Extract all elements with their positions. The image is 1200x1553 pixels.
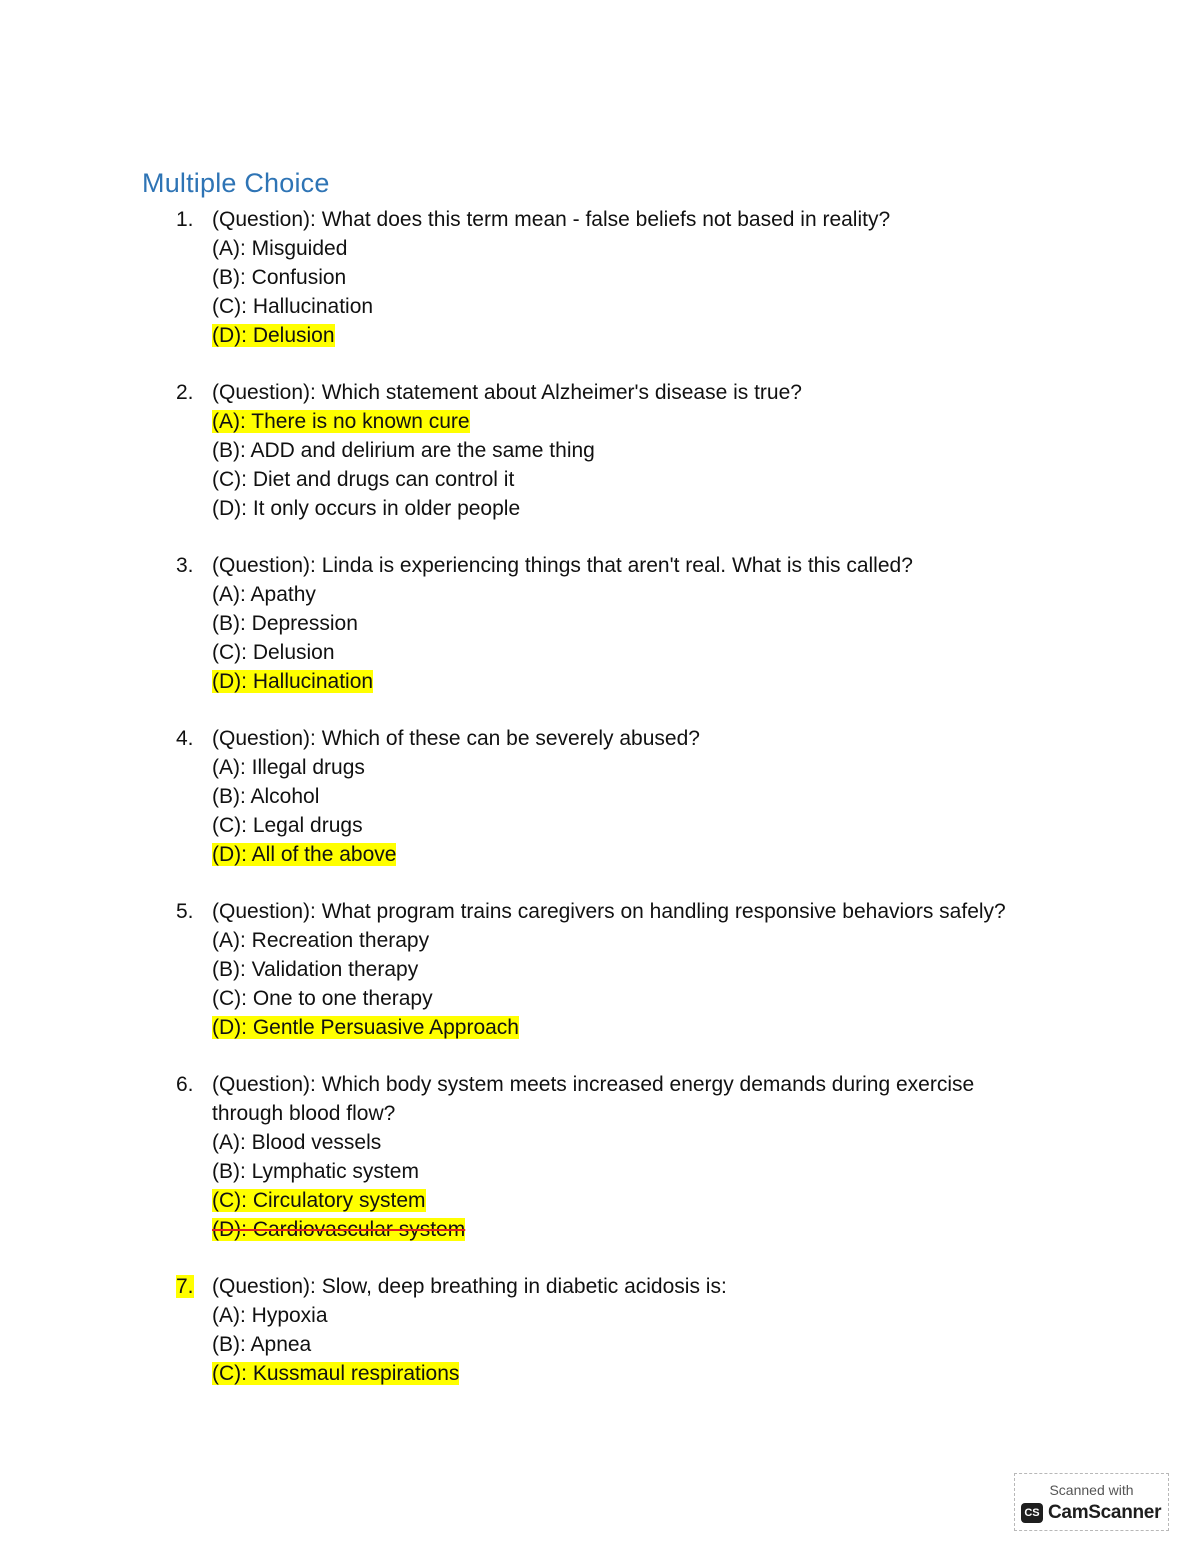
option-c-answer: (C): Circulatory system [212, 1189, 426, 1212]
option-a: (A): Recreation therapy [212, 929, 430, 952]
question-text-line-2: through blood flow? [212, 1102, 396, 1125]
option-c: (C): Delusion [212, 641, 335, 664]
question-text: (Question): Which statement about Alzheimer's disease is true? [212, 381, 802, 404]
question-number: 5. [176, 900, 194, 923]
option-a: (A): Hypoxia [212, 1304, 328, 1327]
option-d-answer: (D): Hallucination [212, 670, 374, 693]
option-a: (A): Illegal drugs [212, 756, 365, 779]
question-6 [0, 1070, 1200, 1244]
question-number: 3. [176, 554, 194, 577]
option-d-answer: (D): Gentle Persuasive Approach [212, 1016, 519, 1039]
question-list [0, 205, 1200, 1416]
question-text: (Question): Which of these can be severely abused? [212, 727, 700, 750]
option-a-answer: (A): There is no known cure [212, 410, 470, 433]
option-c: (C): One to one therapy [212, 987, 433, 1010]
question-text: (Question): What does this term mean - false beliefs not based in reality? [212, 208, 891, 231]
question-5 [0, 897, 1200, 1042]
option-a: (A): Misguided [212, 237, 348, 260]
option-d: (D): It only occurs in older people [212, 497, 521, 520]
question-text: (Question): Linda is experiencing things that aren't real. What is this called? [212, 554, 913, 577]
camscanner-watermark [1014, 1473, 1169, 1531]
option-c: (C): Diet and drugs can control it [212, 468, 515, 491]
option-b: (B): Confusion [212, 266, 347, 289]
option-b: (B): ADD and delirium are the same thing [212, 439, 595, 462]
watermark-caption: Scanned with [1049, 1482, 1134, 1498]
question-7 [0, 1272, 1200, 1388]
option-b: (B): Lymphatic system [212, 1160, 419, 1183]
question-number: 7. [176, 1275, 194, 1298]
question-text-line-1: (Question): Which body system meets increased energy demands during exercise [212, 1073, 975, 1096]
question-2 [0, 378, 1200, 523]
question-text: (Question): Slow, deep breathing in diabetic acidosis is: [212, 1275, 727, 1298]
question-3 [0, 551, 1200, 696]
option-b: (B): Validation therapy [212, 958, 419, 981]
question-number: 6. [176, 1073, 194, 1096]
option-a: (A): Apathy [212, 583, 316, 606]
option-c: (C): Legal drugs [212, 814, 363, 837]
question-number: 2. [176, 381, 194, 404]
section-heading: Multiple Choice [142, 168, 330, 198]
camscanner-logo-icon: CS [1021, 1503, 1043, 1523]
question-text: (Question): What program trains caregivers on handling responsive behaviors safely? [212, 900, 1006, 923]
option-c-answer: (C): Kussmaul respirations [212, 1362, 460, 1385]
option-b: (B): Depression [212, 612, 358, 635]
watermark-brand: CamScanner [1048, 1502, 1162, 1523]
option-d-answer: (D): All of the above [212, 843, 397, 866]
question-1 [0, 205, 1200, 350]
option-b: (B): Alcohol [212, 785, 320, 808]
question-number: 4. [176, 727, 194, 750]
option-b: (B): Apnea [212, 1333, 312, 1356]
question-number: 1. [176, 208, 194, 231]
option-a: (A): Blood vessels [212, 1131, 382, 1154]
question-4 [0, 724, 1200, 869]
option-c: (C): Hallucination [212, 295, 374, 318]
option-d-struck: (D): Cardiovascular system [212, 1218, 466, 1241]
option-d-answer: (D): Delusion [212, 324, 335, 347]
